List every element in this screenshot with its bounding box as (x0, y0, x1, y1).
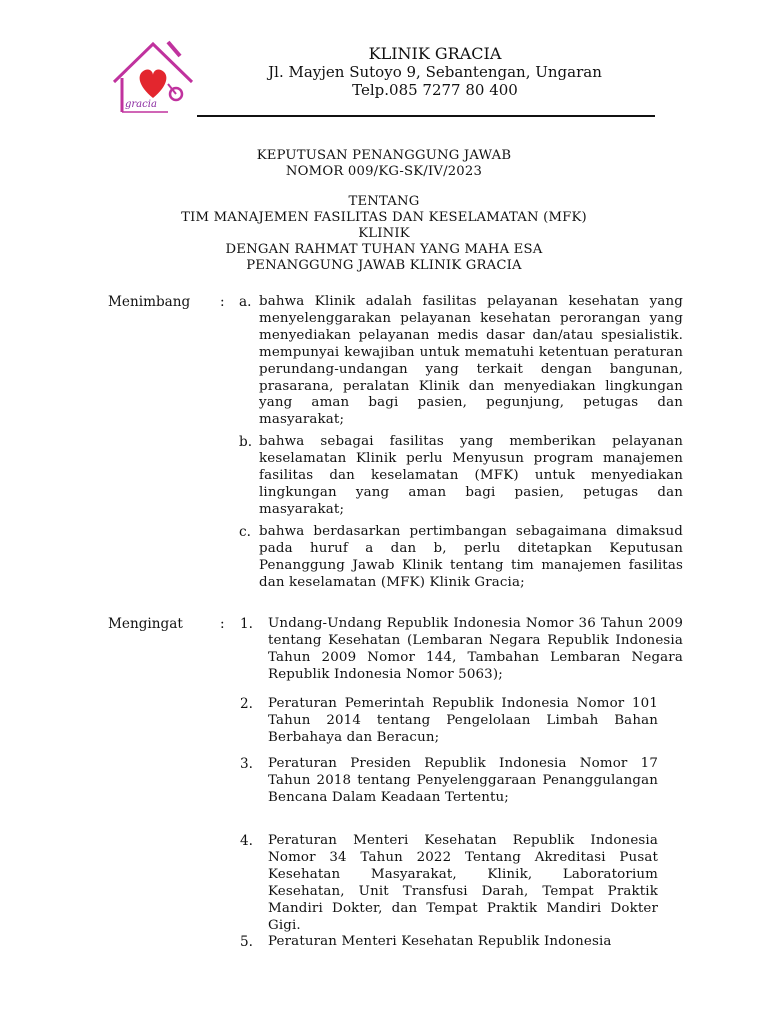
clinic-address: Jl. Mayjen Sutoyo 9, Sebantengan, Ungaran (268, 63, 602, 81)
menimbang-label: Menimbang (108, 294, 191, 310)
mengingat-item: Undang-Undang Republik Indonesia Nomor 36 Tahun 2009 tentang Kesehatan (Lembaran Negara Republik Indonesia Tahun 2009 Nomor 144, Tambahan Lembaran Negara Republik Indonesia Nomor 5063); (268, 616, 683, 682)
decree-subject: TIM MANAJEMEN FASILITAS DAN KESELAMATAN (MFK) (181, 210, 587, 225)
list-marker: a. (239, 294, 252, 310)
decree-subject-2: KLINIK (358, 226, 410, 241)
menimbang-item: bahwa Klinik adalah fasilitas pelayanan kesehatan yang menyelenggarakan pelayanan kesehatan perorangan yang menyediakan pelayanan medis dasar dan/atau spesialistik. mempunyai kewajiban untuk mematuhi ketentuan peraturan perundang-undangan yang terkait dengan bangunan, prasarana, peralatan Klinik dan menyediakan lingkungan yang aman bagi pasien, pegunjung, petugas dan masyarakat; (259, 294, 683, 428)
menimbang-item: bahwa berdasarkan pertimbangan sebagaimana dimaksud pada huruf a dan b, perlu ditetapkan Keputusan Penanggung Jawab Klinik tentang tim manajemen fasilitas dan keselamatan (MFK) Klinik Gracia; (259, 524, 683, 590)
menimbang-colon: : (220, 294, 225, 310)
list-marker: 2. (240, 696, 253, 712)
mengingat-item: Peraturan Menteri Kesehatan Republik Indonesia (268, 934, 612, 949)
list-marker: 5. (240, 934, 253, 950)
list-marker: 4. (240, 833, 253, 849)
mengingat-item: Peraturan Presiden Republik Indonesia Nomor 17 Tahun 2018 tentang Penyelenggaraan Penanggulangan Bencana Dalam Keadaan Tertentu; (268, 756, 658, 805)
mengingat-label: Mengingat (108, 616, 183, 632)
menimbang-item: bahwa sebagai fasilitas yang memberikan pelayanan keselamatan Klinik perlu Menyusun program manajemen fasilitas dan keselamatan (MFK) untuk menyediakan lingkungan yang aman bagi pasien, petugas dan masyarakat; (259, 434, 683, 517)
mengingat-item: Peraturan Menteri Kesehatan Republik Indonesia Nomor 34 Tahun 2022 Tentang Akreditasi Pusat Kesehatan Masyarakat, Klinik, Laboratorium Kesehatan, Unit Transfusi Darah, Tempat Praktik Mandiri Dokter, dan Tempat Praktik Mandiri Dokter Gigi. (268, 833, 658, 933)
decree-blessing: DENGAN RAHMAT TUHAN YANG MAHA ESA (225, 242, 543, 257)
clinic-name: KLINIK GRACIA (368, 44, 502, 63)
list-marker: c. (239, 524, 251, 540)
list-marker: 3. (240, 756, 253, 772)
decree-title: KEPUTUSAN PENANGGUNG JAWAB (256, 148, 512, 163)
decree-issuer: PENANGGUNG JAWAB KLINIK GRACIA (246, 258, 522, 273)
mengingat-colon: : (220, 616, 225, 632)
decree-number: NOMOR 009/KG-SK/IV/2023 (285, 164, 483, 179)
list-marker: 1. (240, 616, 253, 632)
list-marker: b. (239, 434, 253, 450)
decree-about: TENTANG (348, 194, 420, 209)
logo-text: gracia (125, 99, 157, 110)
clinic-phone: Telp.085 7277 80 400 (352, 81, 518, 99)
header-rule (197, 115, 655, 117)
mengingat-item: Peraturan Pemerintah Republik Indonesia Nomor 101 Tahun 2014 tentang Pengelolaan Limbah Bahan Berbahaya dan Beracun; (268, 696, 658, 745)
